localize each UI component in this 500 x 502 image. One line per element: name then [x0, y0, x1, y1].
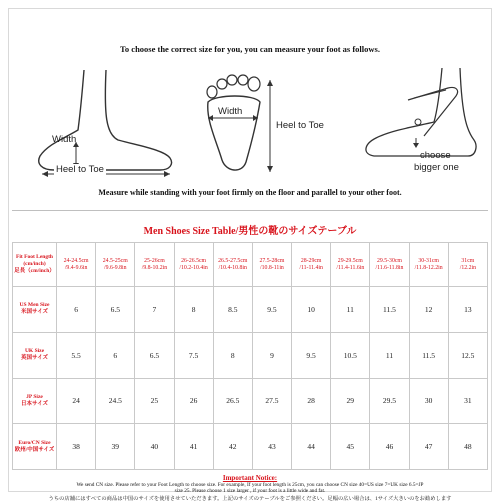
table-cell: 9.5	[292, 332, 331, 378]
inch-value: /10.4-10.8in	[218, 264, 247, 271]
table-cell	[135, 243, 174, 287]
top-foot-length-label: Heel to Toe	[276, 120, 324, 131]
table-cell: 28	[292, 378, 331, 424]
shoe-fit-icon	[338, 60, 488, 180]
cm-value: 25-26cm	[144, 257, 165, 264]
table-cell	[409, 243, 448, 287]
row-header-line: Euro/CN Size	[18, 439, 51, 446]
table-cell: 11	[370, 332, 409, 378]
table-cell: 39	[96, 424, 135, 470]
choose-bigger-label-2: bigger one	[414, 162, 459, 173]
foot-length-row	[13, 243, 488, 287]
table-cell	[292, 243, 331, 287]
table-cell: 46	[370, 424, 409, 470]
row-header-line: US Men Size	[19, 302, 50, 309]
notice-line: size 25. Please choose 1 size larger , if your foot is a little wide and fat.	[174, 488, 326, 494]
inch-value: /11.6-11.8in	[375, 264, 404, 271]
table-cell: 6	[57, 287, 96, 333]
table-cell	[174, 243, 213, 287]
inch-value: /10.2-10.4in	[179, 264, 208, 271]
divider	[12, 210, 488, 211]
notice-line: うちの店舗にはすべての商品は中国のサイズを使用させていただきます。上記のサイズのテーブルをご参照ください。足幅の広い場合は、1サイズ大きいのをお勧めします	[48, 496, 452, 502]
cm-value: 24.5-25cm	[102, 257, 128, 264]
table-cell: 6.5	[96, 287, 135, 333]
table-cell: 8	[174, 287, 213, 333]
table-cell	[96, 243, 135, 287]
table-cell: 29.5	[370, 378, 409, 424]
row-header-line: Fit Foot Length	[16, 254, 53, 260]
cm-value: 28-29cm	[300, 257, 322, 264]
table-cell: 11	[331, 287, 370, 333]
table-cell: 7	[135, 287, 174, 333]
table-cell	[370, 243, 409, 287]
uk-size-row	[13, 332, 488, 378]
row-header-euro-size	[13, 424, 57, 470]
measure-instruction: Measure while standing with your foot firmly on the floor and parallel to your other foot.	[98, 188, 402, 197]
side-foot-icon	[20, 60, 180, 180]
table-cell: 40	[135, 424, 174, 470]
row-header-line: 日本サイズ	[20, 400, 49, 407]
inch-value: /9.6-9.8in	[103, 264, 127, 271]
cm-value: 29-29.5cm	[337, 257, 363, 264]
table-cell: 6	[96, 332, 135, 378]
table-cell: 9	[252, 332, 291, 378]
table-cell: 43	[252, 424, 291, 470]
row-header-us-size	[13, 287, 57, 333]
row-header-jp-size	[13, 378, 57, 424]
row-header-line: 英国サイズ	[20, 355, 49, 362]
table-cell: 47	[409, 424, 448, 470]
table-cell: 7.5	[174, 332, 213, 378]
table-cell: 45	[331, 424, 370, 470]
cm-value: 24-24.5cm	[63, 257, 89, 264]
inch-value: /11.4-11.6in	[336, 264, 365, 271]
cm-value: 29.5-30cm	[376, 257, 402, 264]
table-cell: 24.5	[96, 378, 135, 424]
cm-value: 31cm	[461, 257, 475, 264]
top-foot-illustration	[196, 60, 326, 180]
table-cell: 31	[448, 378, 487, 424]
table-cell: 26.5	[213, 378, 252, 424]
table-cell: 24	[57, 378, 96, 424]
table-cell: 26	[174, 378, 213, 424]
choose-bigger-label-1: choose	[420, 150, 451, 161]
shoe-fit-illustration	[338, 60, 488, 180]
side-foot-width-label: Width	[52, 134, 77, 145]
cm-value: 26-26.5cm	[181, 257, 207, 264]
size-table	[12, 242, 488, 470]
inch-value: /11-11.4in	[299, 264, 323, 271]
table-cell	[213, 243, 252, 287]
row-header-line: 足長（cm/inch）	[14, 268, 55, 274]
intro-text: To choose the correct size for you, you can measure your foot as follows.	[120, 44, 380, 54]
cm-value: 27.5-28cm	[259, 257, 285, 264]
row-header-line: 欧州/中国サイズ	[14, 446, 55, 453]
row-header-line: 米国サイズ	[20, 309, 49, 316]
cm-value: 30-31cm	[418, 257, 439, 264]
table-cell: 41	[174, 424, 213, 470]
row-header-line: (cm/inch)	[23, 261, 46, 267]
inch-value: /10.8-11in	[260, 264, 284, 271]
side-foot-length-label: Heel to Toe	[56, 164, 104, 175]
table-cell: 42	[213, 424, 252, 470]
inch-value: /11.8-12.2in	[414, 264, 443, 271]
cm-value: 26.5-27.5cm	[218, 257, 248, 264]
table-cell: 44	[292, 424, 331, 470]
jp-size-row	[13, 378, 488, 424]
side-foot-illustration	[20, 60, 180, 180]
table-cell: 10.5	[331, 332, 370, 378]
table-cell	[57, 243, 96, 287]
row-header-line: JP Size	[26, 393, 43, 400]
us-size-row	[13, 287, 488, 333]
table-cell: 13	[448, 287, 487, 333]
top-foot-width-label: Width	[218, 106, 243, 117]
table-cell: 30	[409, 378, 448, 424]
table-cell: 10	[292, 287, 331, 333]
table-cell: 8.5	[213, 287, 252, 333]
row-header-line: UK Size	[24, 348, 45, 355]
inch-value: /12.2in	[459, 264, 476, 271]
size-table-title: Men Shoes Size Table/男性の靴のサイズテーブル	[143, 226, 357, 237]
table-cell: 29	[331, 378, 370, 424]
important-notice-title: Important Notice:	[222, 474, 278, 482]
table-cell: 6.5	[135, 332, 174, 378]
table-cell: 11.5	[409, 332, 448, 378]
table-cell	[448, 243, 487, 287]
euro-size-row	[13, 424, 488, 470]
table-cell: 38	[57, 424, 96, 470]
table-cell	[252, 243, 291, 287]
table-cell: 27.5	[252, 378, 291, 424]
row-header-uk-size	[13, 332, 57, 378]
table-cell: 9.5	[252, 287, 291, 333]
row-header-foot-length	[13, 243, 57, 287]
table-cell	[331, 243, 370, 287]
notice-line: We send CN size. Please refer to your Foot Length to choose size. For example, If your foot length is 25cm, you can choose CN size 40=US size 7=UK size 6.5=JP	[76, 482, 424, 488]
table-cell: 12	[409, 287, 448, 333]
inch-value: /9.8-10.2in	[141, 264, 168, 271]
table-cell: 8	[213, 332, 252, 378]
table-cell: 48	[448, 424, 487, 470]
table-cell: 11.5	[370, 287, 409, 333]
inch-value: /9.4-9.6in	[64, 264, 88, 271]
table-cell: 25	[135, 378, 174, 424]
table-cell: 5.5	[57, 332, 96, 378]
table-cell: 12.5	[448, 332, 487, 378]
